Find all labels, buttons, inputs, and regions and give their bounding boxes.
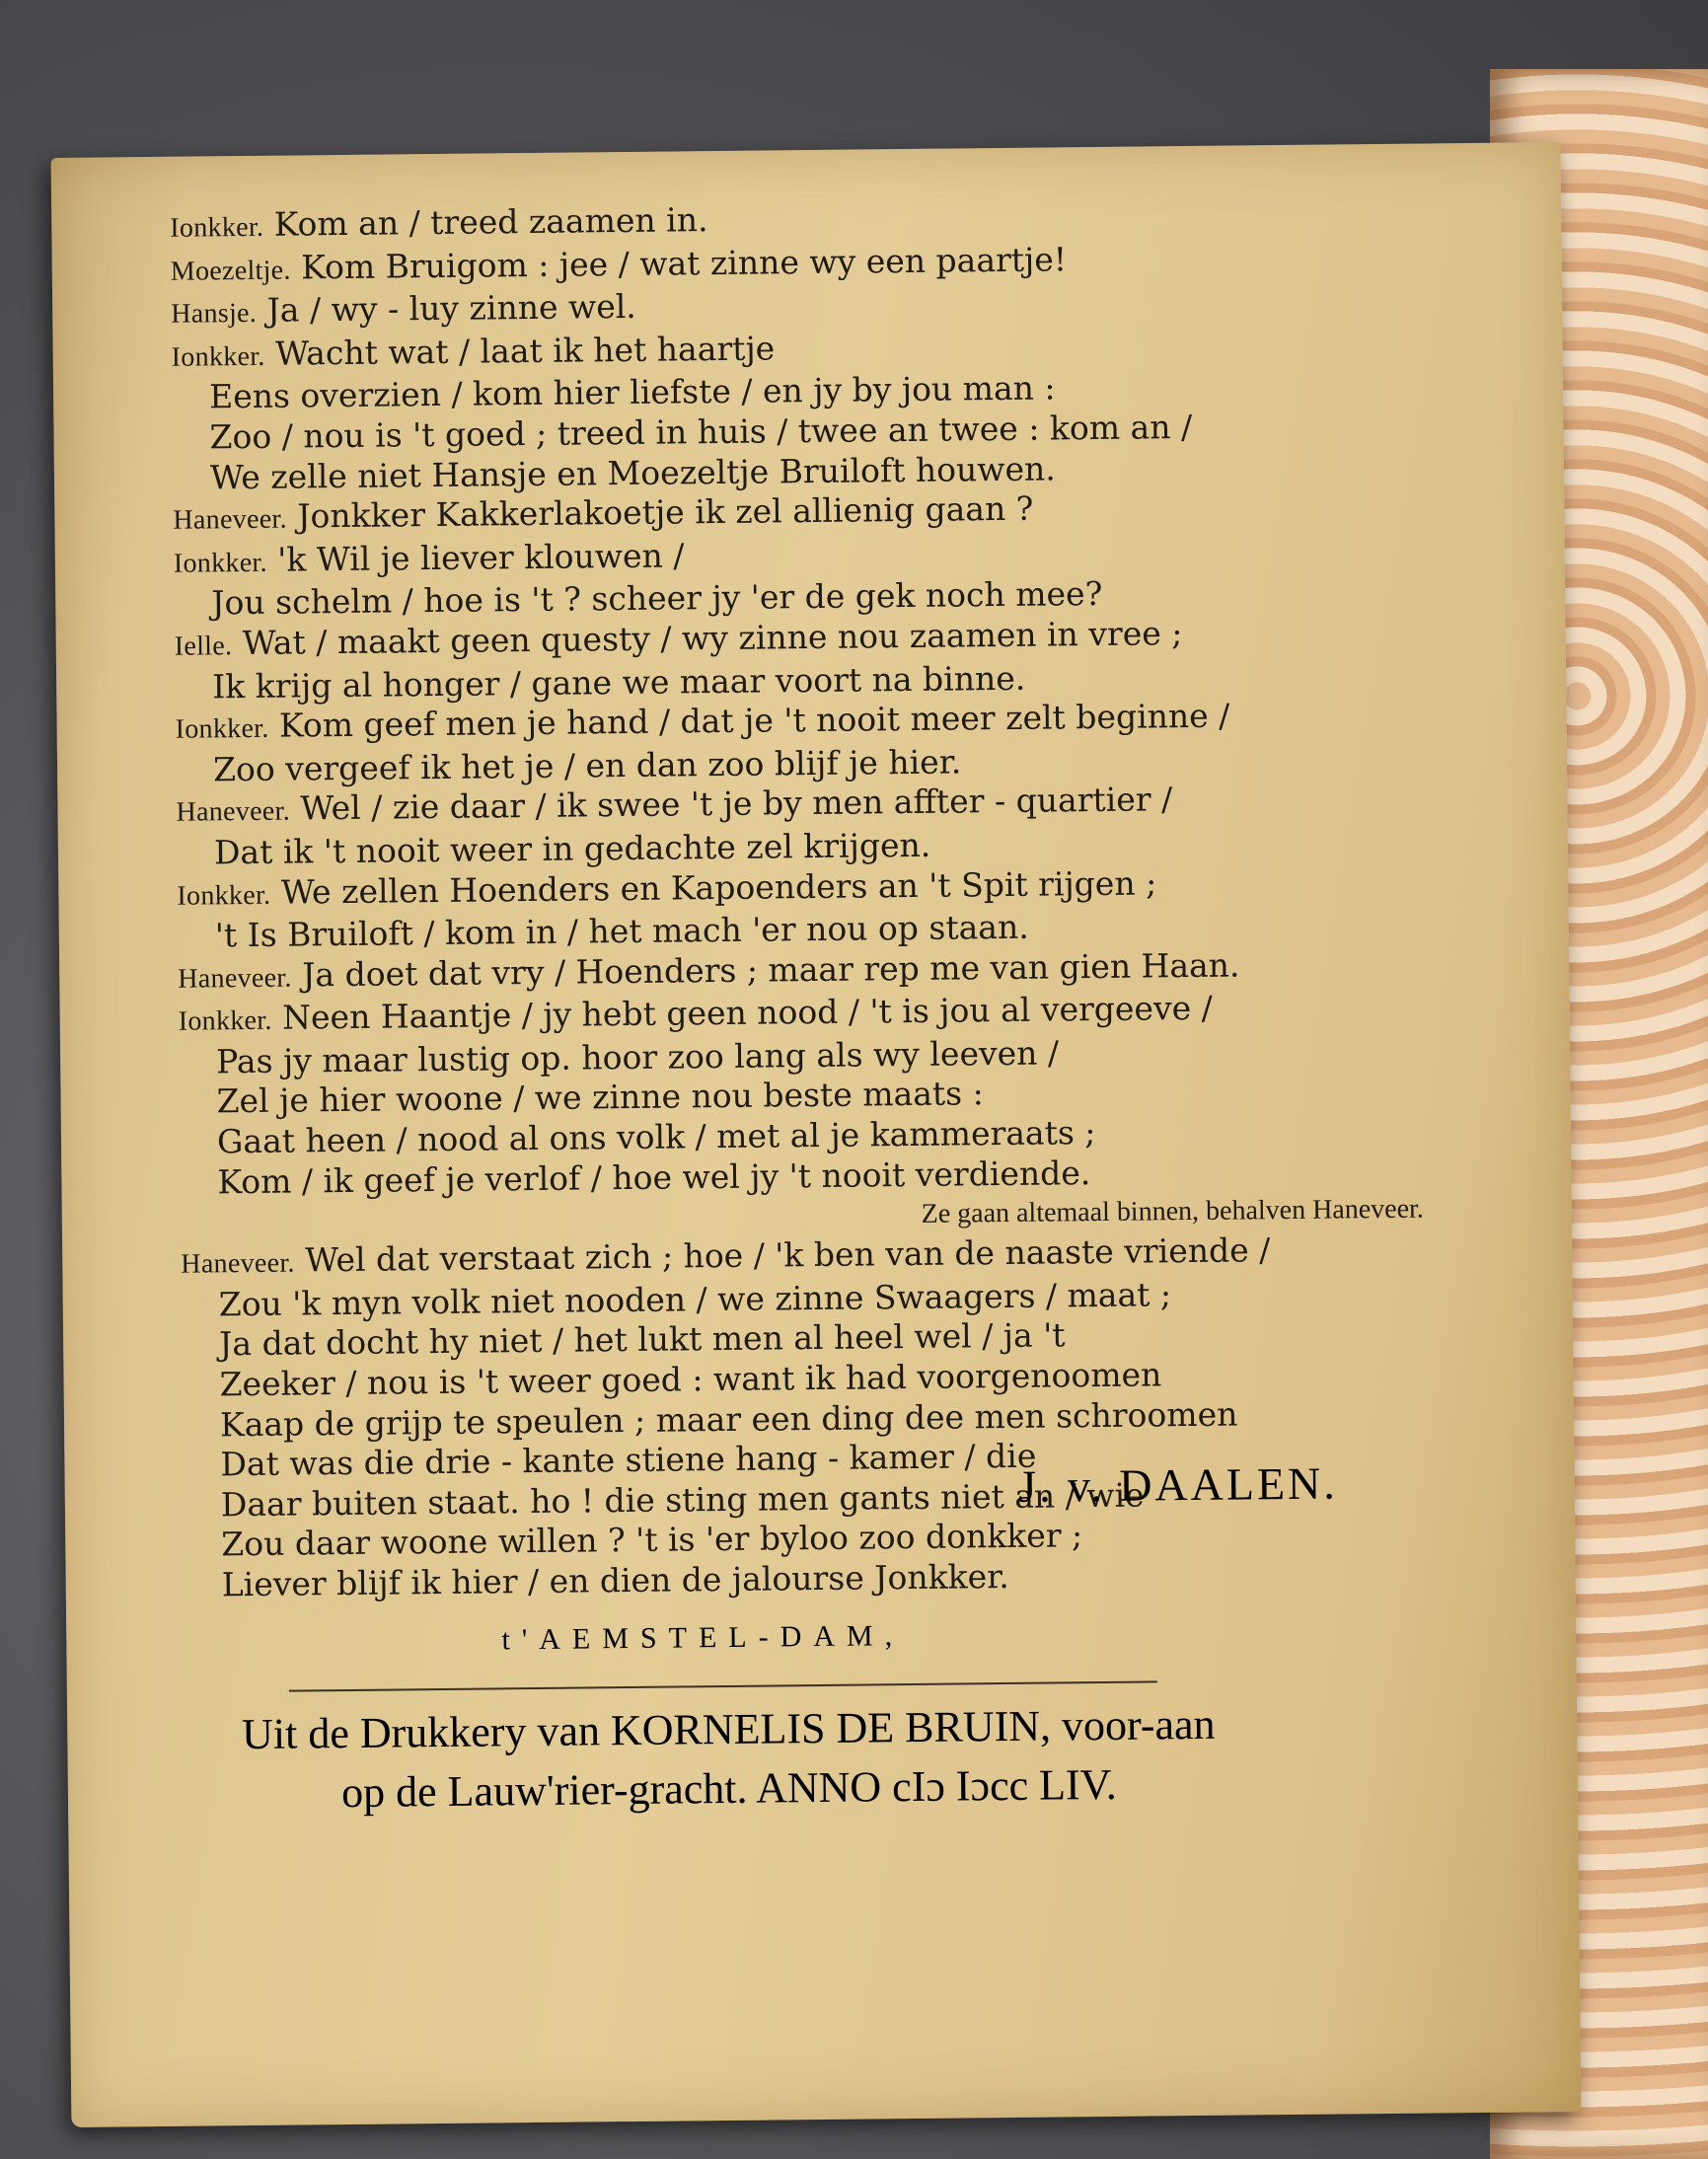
verse-text: Kom Bruigom : jee / wat zinne wy een paartje! xyxy=(301,239,1068,287)
dialogue-block-2 xyxy=(181,1229,1408,1605)
verse-text: We zelle niet Hansje en Moezeltje Bruiloft houwen. xyxy=(209,448,1056,496)
speaker-name: Haneveer. xyxy=(181,1247,295,1280)
author-signature: J. v. DAALEN. xyxy=(1017,1457,1338,1512)
verse-text: Kom geef men je hand / dat je 't nooit meer zelt beginne / xyxy=(278,696,1230,745)
speaker-name: Hansje. xyxy=(171,298,258,330)
imprint-line-2: op de Lauw'rier-gracht. ANNO cIɔ Iɔcc LIV. xyxy=(340,1759,1117,1818)
speaker-name: Ionkker. xyxy=(177,879,271,912)
verse-text: Ja doet dat vry / Hoenders ; maar rep me van gien Haan. xyxy=(301,945,1240,995)
verse-text: Gaat heen / nood al ons volk / met al je kammeraats ; xyxy=(216,1113,1096,1161)
verse-text: Zou daar woone willen ? 't is 'er byloo zoo donkker ; xyxy=(221,1516,1083,1564)
speaker-name: Ionkker. xyxy=(175,712,269,745)
verse-text: Jonkker Kakkerlakoetje ik zel allienig gaan ? xyxy=(297,488,1034,536)
verse-text: Zeeker / nou is 't weer goed : want ik had voorgenoomen xyxy=(219,1355,1162,1404)
speaker-name: Ionkker. xyxy=(171,340,265,373)
speaker-name: Haneveer. xyxy=(176,795,291,829)
imprint-line-1: Uit de Drukkery van KORNELIS DE BRUIN, voor-aan xyxy=(241,1699,1216,1759)
verse-text: Zoo / nou is 't goed ; treed in huis / twee an twee : kom an / xyxy=(209,407,1193,457)
verse-text: Ja dat docht hy niet / het lukt men al heel wel / ja 't xyxy=(218,1315,1066,1364)
verse-text: Kom an / treed zaamen in. xyxy=(273,200,708,244)
speaker-name: Haneveer. xyxy=(173,503,288,536)
verse-text: Kom / ik geef je verlof / hoe wel jy 't nooit verdiende. xyxy=(217,1153,1091,1202)
verse-text: Zel je hier woone / we zinne nou beste maats : xyxy=(216,1074,984,1121)
speaker-name: Moezeltje. xyxy=(170,255,291,287)
play-text xyxy=(170,193,1424,1606)
verse-text: Kaap de grijp te speulen ; maar een ding dee men schroomen xyxy=(219,1394,1238,1444)
imprint-rule xyxy=(289,1680,1157,1691)
imprint xyxy=(107,1693,1351,1824)
verse-text: Ik krijg al honger / gane we maar voort na binne. xyxy=(212,658,1026,706)
stage-direction: Ze gaan altemaal binnen, behalven Haneveer. xyxy=(921,1193,1424,1230)
verse-text: We zellen Hoenders en Kapoenders an 't Spit rijgen ; xyxy=(280,862,1157,912)
dialogue-block-1 xyxy=(170,193,1404,1203)
verse-text: Eens overzien / kom hier liefste / en jy by jou man : xyxy=(208,368,1056,416)
speaker-name: Ionkker. xyxy=(170,211,264,244)
verse-text: 't Is Bruiloft / kom in / het mach 'er nou op staan. xyxy=(214,907,1029,955)
verse-text: Liever blijf ik hier / en dien de jalourse Jonkker. xyxy=(221,1556,1009,1604)
verse-text: Neen Haantje / jy hebt geen nood / 't is jou al vergeeve / xyxy=(281,989,1213,1037)
speaker-name: Ionkker. xyxy=(173,547,267,579)
verse-text: Daar buiten staat. ho ! die sting men gants niet an / wie xyxy=(220,1475,1145,1525)
verse-text: Zoo vergeef ik het je / en dan zoo blijf je hier. xyxy=(212,742,962,789)
speaker-name: Haneveer. xyxy=(178,962,292,995)
speaker-name: Ionkker. xyxy=(178,1005,272,1038)
verse-text: Dat ik 't nooit weer in gedachte zel krijgen. xyxy=(213,825,931,872)
speaker-name: Ielle. xyxy=(174,631,233,662)
verse-text: Ja / wy - luy zinne wel. xyxy=(266,287,637,330)
book-page xyxy=(51,142,1582,2127)
verse-text: Wel / zie daar / ik swee 't je by men affter - quartier / xyxy=(300,780,1173,828)
verse-text: Wat / maakt geen questy / wy zinne nou zaamen in vree ; xyxy=(242,614,1183,662)
verse-text: Pas jy maar lustig op. hoor zoo lang als wy leeven / xyxy=(215,1033,1060,1081)
verse-text: Dat was die drie - kante stiene hang - kamer / die xyxy=(220,1436,1037,1484)
verse-text: 'k Wil je liever klouwen / xyxy=(277,536,685,579)
verse-text: Zou 'k myn volk niet nooden / we zinne Swaagers / maat ; xyxy=(218,1275,1172,1324)
verse-text: Wel dat verstaat zich ; hoe / 'k ben van de naaste vriende / xyxy=(305,1230,1271,1280)
verse-text: Jou schelm / hoe is 't ? scheer jy 'er de gek noch mee? xyxy=(211,574,1103,623)
verse-text: Wacht wat / laat ik het haartje xyxy=(274,329,776,373)
imprint-place: t'AEMSTEL-DAM, xyxy=(501,1619,905,1657)
